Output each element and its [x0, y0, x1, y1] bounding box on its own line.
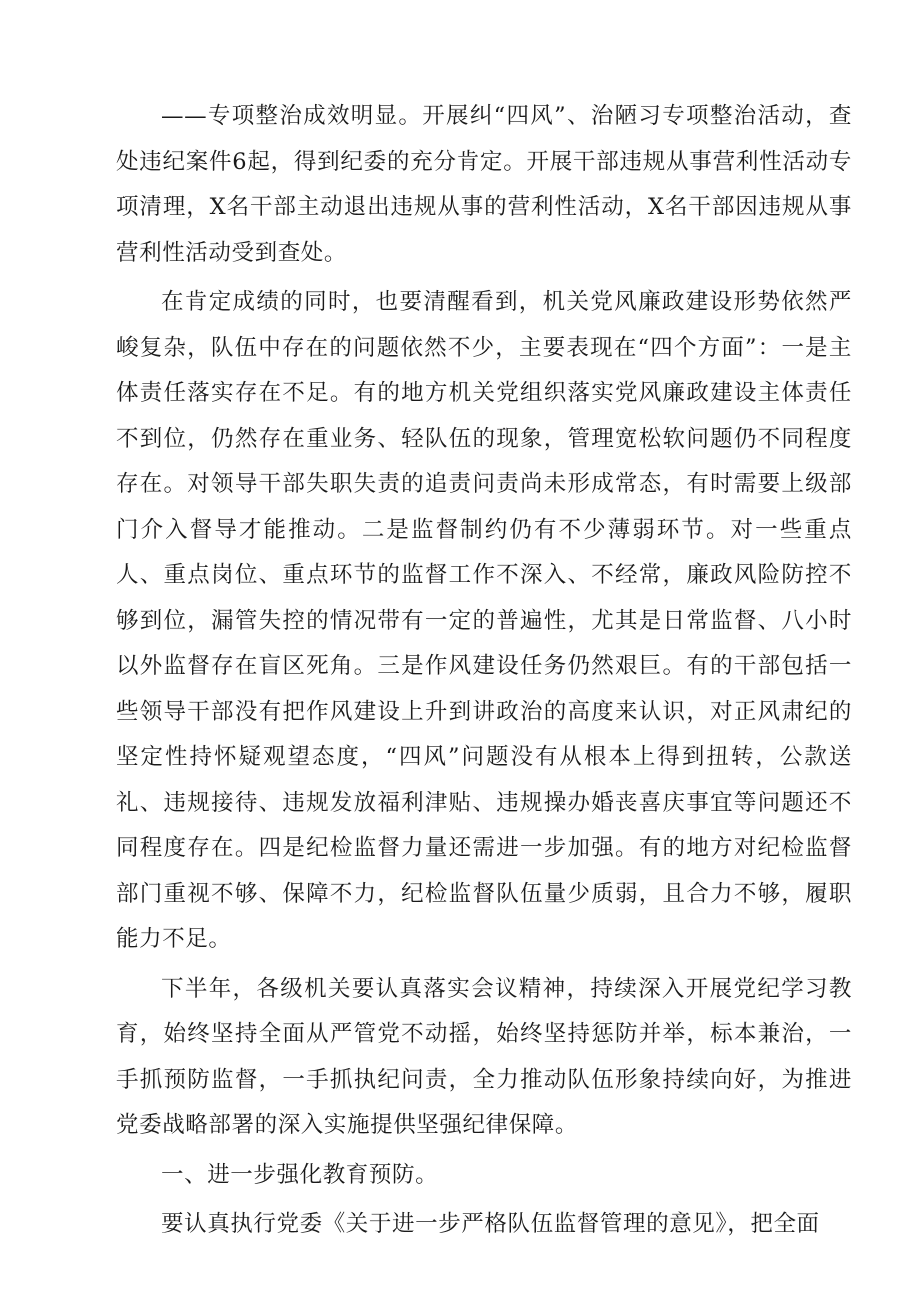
paragraph-implementation: 要认真执行党委《关于进一步严格队伍监督管理的意见》，把全面	[161, 1211, 820, 1237]
section-heading-education-prevention: 一、进一步强化教育预防。	[161, 1161, 439, 1188]
document-body	[116, 94, 852, 1248]
paragraph-problems: 在肯定成绩的同时，也要清醒看到，机关党风廉政建设形势依然严峻复杂，队伍中存在的问题依然不少，主要表现在“四个方面”：一是主体责任落实存在不足。有的地方机关党组织落实党风廉政建设主体责任不到位，仍然存在重业务、轻队伍的现象，管理宽松软问题仍不同程度存在。对领导干部失职失责的追责问责尚未形成常态，有时需要上级部门介入督导才能推动。二是监督制约仍有不少薄弱环节。对一些重点人、重点岗位、重点环节的监督工作不深入、不经常，廉政风险防控不够到位，漏管失控的情况带有一定的普遍性，尤其是日常监督、八小时以外监督存在盲区死角。三是作风建设任务仍然艰巨。有的干部包括一些领导干部没有把作风建设上升到讲政治的高度来认识，对正风肃纪的坚定性持怀疑观望态度，“四风”问题没有从根本上得到扭转，公款送礼、违规接待、违规发放福利津贴、违规操办婚丧喜庆事宜等问题还不同程度存在。四是纪检监督力量还需进一步加强。有的地方对纪检监督部门重视不够、保障不力，纪检监督队伍量少质弱，且合力不够，履职能力不足。	[116, 289, 852, 952]
paragraph-special-rectification: ——专项整治成效明显。开展纠“四风”、治陋习专项整治活动，查处违纪案件6起，得到纪委的充分肯定。开展干部违规从事营利性活动专项清理，X名干部主动退出违规从事的营利性活动，X名干部因违规从事营利性活动受到查处。	[116, 103, 852, 266]
paragraph-second-half-plan: 下半年，各级机关要认真落实会议精神，持续深入开展党纪学习教育，始终坚持全面从严管党不动摇，始终坚持惩防并举，标本兼治，一手抓预防监督，一手抓执纪问责，全力推动队伍形象持续向好，为推进党委战略部署的深入实施提供坚强纪律保障。	[116, 975, 852, 1138]
